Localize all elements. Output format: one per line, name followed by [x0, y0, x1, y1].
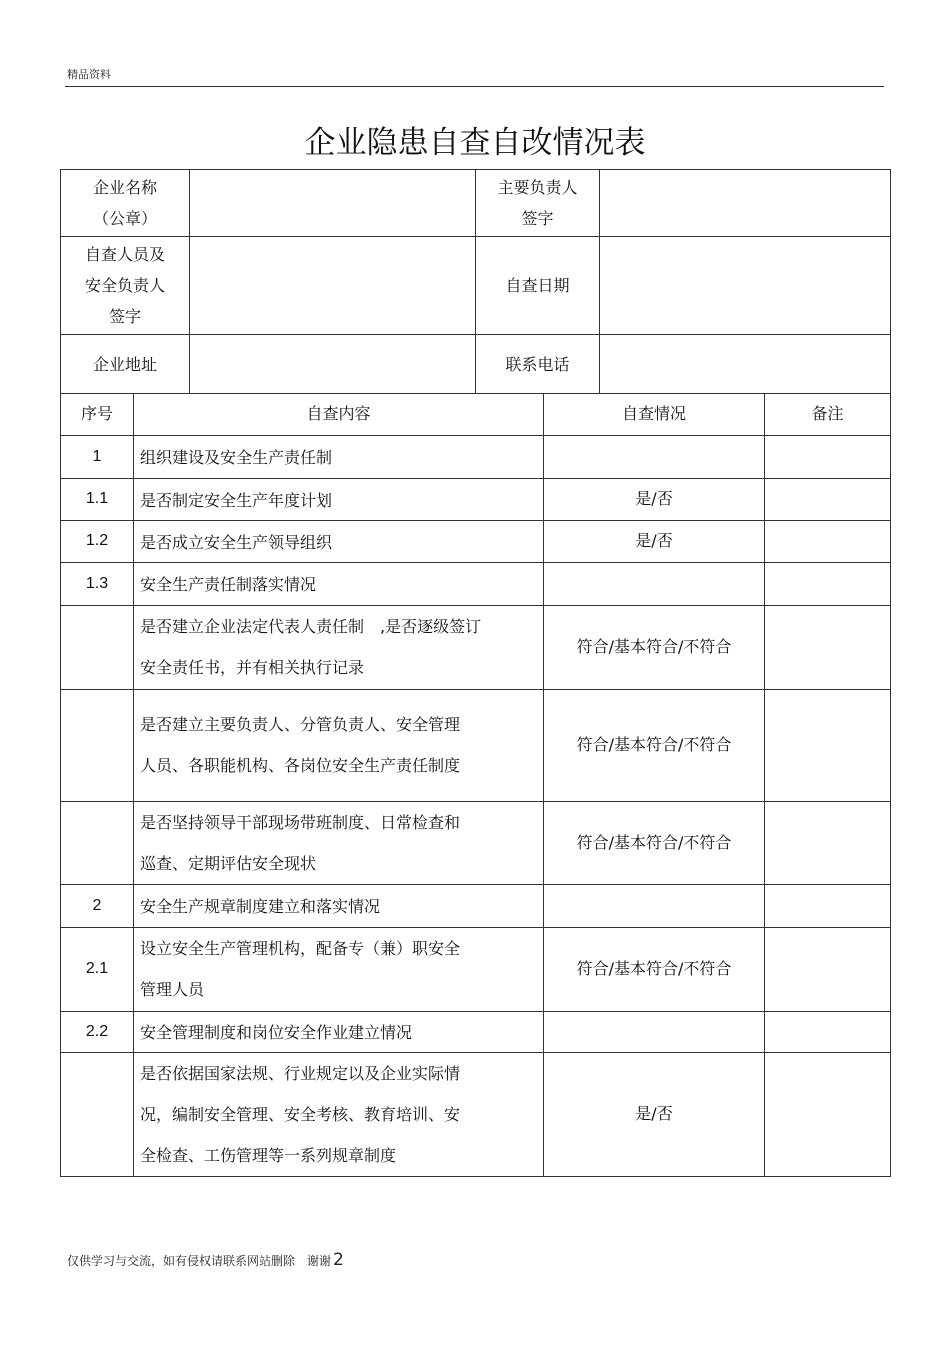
row-content	[134, 520, 544, 562]
inspector-signature-field[interactable]	[190, 237, 476, 335]
company-address-field[interactable]	[190, 335, 476, 394]
principal-signature-field[interactable]	[600, 170, 891, 237]
inspector-label-line1: 自查人员及	[84, 245, 165, 264]
row-status[interactable]: 是/否	[544, 520, 765, 562]
checklist-rows	[61, 435, 891, 1176]
row-remark[interactable]	[765, 927, 891, 1011]
row-content	[134, 435, 544, 478]
principal-label-line1: 主要负责人	[497, 178, 578, 197]
table-row	[61, 927, 891, 1011]
row-seq	[61, 1052, 134, 1176]
row-content	[134, 1011, 544, 1052]
footer-text: 仅供学习与交流，如有侵权请联系网站删除 谢谢	[67, 1254, 332, 1268]
row-seq: 1.1	[61, 478, 134, 520]
row-status[interactable]	[544, 884, 765, 927]
column-header-remark: 备注	[765, 393, 891, 435]
row-content	[134, 884, 544, 927]
row-content-line: 安全责任书，并有相关执行记录	[140, 658, 365, 677]
row-content	[134, 478, 544, 520]
company-address-label: 企业地址	[61, 335, 190, 394]
checklist-table	[60, 393, 891, 1177]
row-content	[134, 605, 544, 689]
row-content-line: 安全生产规章制度建立和落实情况	[140, 897, 381, 916]
row-seq: 2.2	[61, 1011, 134, 1052]
row-content-line: 是否建立主要负责人、分管负责人、安全管理	[140, 715, 461, 734]
row-content-line: 巡查、定期评估安全现状	[140, 853, 317, 873]
row-seq: 1.3	[61, 562, 134, 605]
contact-phone-label: 联系电话	[476, 335, 600, 394]
page-number: 2	[333, 1250, 344, 1270]
header-rule	[65, 86, 884, 87]
row-seq: 1	[61, 435, 134, 478]
row-status[interactable]	[544, 562, 765, 605]
inspection-date-field[interactable]	[600, 237, 891, 335]
row-remark[interactable]	[765, 884, 891, 927]
column-header-status: 自查情况	[544, 393, 765, 435]
inspector-signature-label	[61, 237, 190, 335]
row-content-line: 设立安全生产管理机构，配备专（兼）职安全	[140, 939, 461, 958]
table-row	[61, 605, 891, 689]
footer	[67, 1250, 344, 1270]
company-name-label	[61, 170, 190, 237]
row-remark[interactable]	[765, 1052, 891, 1176]
info-row-address	[61, 335, 891, 394]
checklist-header-row	[61, 393, 891, 435]
info-table	[60, 169, 891, 394]
row-content-line: 是否成立安全生产领导组织	[140, 532, 333, 552]
row-remark[interactable]	[765, 801, 891, 884]
row-remark[interactable]	[765, 562, 891, 605]
row-status[interactable]	[544, 1011, 765, 1052]
row-remark[interactable]	[765, 1011, 891, 1052]
column-header-seq: 序号	[61, 393, 134, 435]
column-header-content: 自查内容	[134, 393, 544, 435]
row-status[interactable]	[544, 435, 765, 478]
row-seq: 2.1	[61, 927, 134, 1011]
row-content	[134, 801, 544, 884]
row-seq	[61, 605, 134, 689]
row-status[interactable]: 符合/基本符合/不符合	[544, 801, 765, 884]
row-status[interactable]: 是/否	[544, 478, 765, 520]
row-content	[134, 1052, 544, 1176]
table-row	[61, 689, 891, 801]
table-row	[61, 562, 891, 605]
row-status[interactable]: 是/否	[544, 1052, 765, 1176]
row-content-line: 是否坚持领导干部现场带班制度、日常检查和	[140, 812, 461, 832]
row-content-line: 全检查、工伤管理等一系列规章制度	[140, 1145, 397, 1165]
page-title: 企业隐患自查自改情况表	[304, 125, 646, 161]
company-name-field[interactable]	[190, 170, 476, 237]
principal-label-line2: 签字	[521, 209, 554, 228]
inspector-label-line3: 签字	[108, 307, 141, 326]
row-content-line: 安全管理制度和岗位安全作业建立情况	[140, 1023, 413, 1042]
info-row-company	[61, 170, 891, 237]
info-row-inspector	[61, 237, 891, 335]
row-remark[interactable]	[765, 478, 891, 520]
row-seq	[61, 801, 134, 884]
row-remark[interactable]	[765, 605, 891, 689]
inspection-date-label: 自查日期	[476, 237, 600, 335]
row-remark[interactable]	[765, 520, 891, 562]
row-seq: 1.2	[61, 520, 134, 562]
row-remark[interactable]	[765, 689, 891, 801]
table-row	[61, 801, 891, 884]
company-name-label-line2: （公章）	[92, 209, 157, 228]
row-content-line: 是否制定安全生产年度计划	[140, 490, 333, 510]
header-label: 精品资料	[67, 68, 111, 81]
inspector-label-line2: 安全负责人	[84, 276, 165, 295]
table-row	[61, 884, 891, 927]
row-status[interactable]: 符合/基本符合/不符合	[544, 689, 765, 801]
row-content-line: 管理人员	[140, 980, 205, 999]
contact-phone-field[interactable]	[600, 335, 891, 394]
company-name-label-line1: 企业名称	[92, 178, 157, 197]
row-content	[134, 562, 544, 605]
row-remark[interactable]	[765, 435, 891, 478]
row-content-line: 安全生产责任制落实情况	[140, 575, 317, 594]
principal-signature-label	[476, 170, 600, 237]
row-seq: 2	[61, 884, 134, 927]
row-content	[134, 927, 544, 1011]
table-row	[61, 520, 891, 562]
row-status[interactable]: 符合/基本符合/不符合	[544, 605, 765, 689]
table-row	[61, 1011, 891, 1052]
row-content	[134, 689, 544, 801]
row-status[interactable]: 符合/基本符合/不符合	[544, 927, 765, 1011]
row-content-line: 组织建设及安全生产责任制	[140, 448, 333, 467]
row-content-line: 是否依据国家法规、行业规定以及企业实际情	[140, 1063, 461, 1083]
table-row	[61, 478, 891, 520]
row-content-line: 人员、各职能机构、各岗位安全生产责任制度	[140, 756, 461, 775]
row-seq	[61, 689, 134, 801]
table-row	[61, 435, 891, 478]
table-row	[61, 1052, 891, 1176]
row-content-line: 是否建立企业法定代表人责任制 ,是否逐级签订	[140, 617, 482, 636]
row-content-line: 况，编制安全管理、安全考核、教育培训、安	[140, 1104, 461, 1124]
